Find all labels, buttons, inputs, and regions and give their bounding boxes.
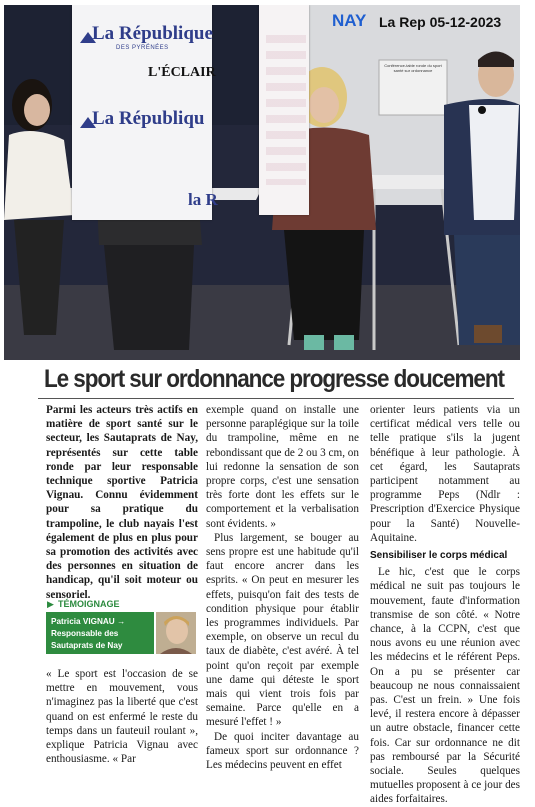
portrait-icon: [156, 612, 196, 654]
paragraph: Le hic, c'est que le corps médical ne suit pas toujours le mouvement, faute d'information transmise de son côté. « Notre chance, à la CCPN, c'est que nous avons eu une réunion avec les médecins et le référent Peps. On a pu se présenter car beaucoup ne nous connaissaient pas. C'est un frein. » Une fois levé, il restera encore à dépasser un autre obstacle, financer cette fois. Car sur ordonnance ne dit pas remboursé par la Sécurité sociale. Seules quelques mutuelles proposent à ce jour des aides forfaitaires.: [370, 566, 520, 806]
column-3: [370, 403, 520, 807]
paragraph: Plus largement, se bouger au sens propre est une habitude qu'il faut encore ancrer dans les esprits. « On peut en mesurer les effets, puisqu'on fait des tests de condition physique pour établir les programmes individuels. Par exemple, on observe un recul du taux de diabète, c'est avéré. À tel point qu'on reçoit par exemple une dame qui déteste le sport mais qui vient trois fois par semaine. Parce qu'elle en a mesuré l'effet ! »: [206, 531, 359, 729]
source-tag: La Rep 05-12-2023: [379, 14, 502, 30]
paragraph: exemple quand on installe une personne paraplégique sur la toile du trampoline, même en ne rebondissant que de 2 ou 3 cm, on lui redonne la sensation de son propre corps, c'est une sensation très forte dont les effets sur le comportement et la verbalisation sont évidents. »: [206, 404, 359, 530]
portrait-image: [156, 612, 196, 654]
brand-eclair: L'ÉCLAIR: [148, 65, 216, 80]
column-1-tail: [46, 667, 198, 766]
article-headline: Le sport sur ordonnance progresse doucement: [44, 365, 504, 393]
brand-subtitle: DES PYRÉNÉES: [116, 45, 169, 51]
brand-name-partial: la R: [188, 190, 218, 209]
brand-name-repeat: La Républiqu: [92, 108, 205, 129]
wall-poster: Conférence-table ronde du sport santé sur ordonnance: [384, 63, 442, 73]
section-tag: NAY: [332, 11, 367, 30]
paragraph: De quoi inciter davantage au fameux sport sur ordonnance ? Les médecins peuvent en effet: [206, 730, 359, 772]
arrow-right-icon: ▶: [47, 599, 54, 609]
headline-rule: [38, 398, 514, 399]
column-2: [206, 403, 359, 772]
paragraph: orienter leurs patients via un certificat médical vers telle ou telle pratique s'ils la jugent bénéfique à leur pathologie. À cet égard, les Sautaprats participent notamment au programme Peps (Ndlr : Prescription d'Exercice Physique pour la Santé) Nouvelle-Aquitaine.: [370, 404, 520, 544]
paragraph: « Le sport est l'occasion de se mettre en mouvement, vous n'imaginez pas la liberté que c'est quand on est enfermé le reste du temps dans un fauteuil roulant », explique Patricia Vignau avec enthousiasme. « Par: [46, 668, 198, 766]
section-subhead: Sensibiliser le corps médical: [370, 550, 508, 562]
testimony-name: Patricia VIGNAU → Responsable des Sautaprats de Nay: [51, 617, 126, 650]
banner-script-text: [266, 35, 306, 185]
article-lead: Parmi les acteurs très actifs en matière de sport santé sur le secteur, les Sautaprats de Nay, représentés sur cette table ronde par leur responsable technique sportive Patricia Vignau. Connu évidemment pour sa pratique du trampoline, le club nayais l'est également de plus en plus pour sa promotion des activités avec des personnes en situation de handicap, qu'il soit moteur ou sensoriel.: [46, 404, 198, 601]
article-photo: [4, 5, 520, 360]
column-1: [46, 403, 198, 602]
testimony-label: TÉMOIGNAGE: [58, 599, 120, 609]
brand-name: La République: [92, 23, 213, 44]
